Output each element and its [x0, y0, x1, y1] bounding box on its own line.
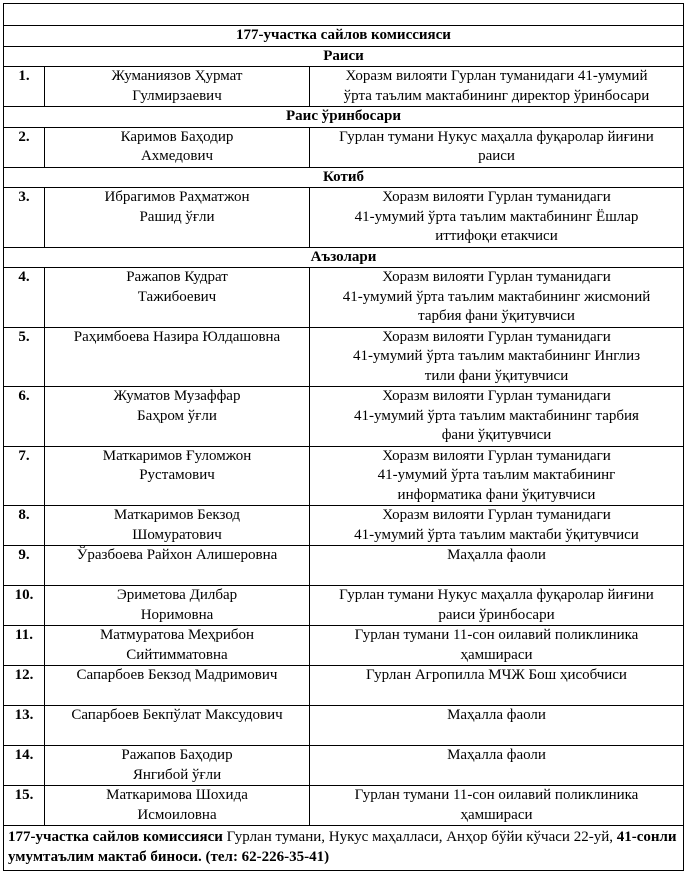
row-number: 4. [4, 268, 45, 328]
member-position: Маҳалла фаоли [310, 706, 684, 746]
table-row [4, 666, 684, 706]
table-row [4, 188, 684, 248]
row-number: 13. [4, 706, 45, 746]
member-name: Сапарбоев Бекпўлат Максудович [45, 706, 310, 746]
member-name: Жуманиязов Ҳурмат Гулмирзаевич [45, 67, 310, 107]
table-row [4, 706, 684, 746]
table-row [4, 746, 684, 786]
member-position: Хоразм вилояти Гурлан туманидаги 41-умумий ўрта таълим мактабининг директор ўринбосари [310, 67, 684, 107]
address-row [4, 826, 684, 871]
table-row [4, 67, 684, 107]
member-position: Хоразм вилояти Гурлан туманидаги 41-умумий ўрта таълим мактаби ўқитувчиси [310, 506, 684, 546]
table-row [4, 387, 684, 447]
member-position: Хоразм вилояти Гурлан туманидаги 41-умумий ўрта таълим мактабининг Инглиз тили фани ўқитувчиси [310, 327, 684, 387]
member-name: Раҳимбоева Назира Юлдашовна [45, 327, 310, 387]
member-position: Гурлан тумани 11-сон оилавий поликлиника ҳамшираси [310, 626, 684, 666]
member-name: Ибрагимов Раҳматжон Рашид ўғли [45, 188, 310, 248]
table-title: 177-участка сайлов комиссияси [4, 26, 684, 47]
member-position: Гурлан тумани Нукус маҳалла фуқаролар йиғини раиси [310, 127, 684, 167]
blank-row [4, 4, 684, 26]
member-position: Хоразм вилояти Гурлан туманидаги 41-умумий ўрта таълим мактабининг Ёшлар иттифоқи етакчиси [310, 188, 684, 248]
commission-table [3, 3, 684, 871]
member-name: Ражапов Баҳодир Янгибой ўғли [45, 746, 310, 786]
member-name: Ражапов Кудрат Тажибоевич [45, 268, 310, 328]
table-row [4, 546, 684, 586]
row-number: 11. [4, 626, 45, 666]
member-position: Хоразм вилояти Гурлан туманидаги 41-умумий ўрта таълим мактабининг информатика фани ўқитувчиси [310, 446, 684, 506]
member-position: Хоразм вилояти Гурлан туманидаги 41-умумий ўрта таълим мактабининг жисмоний тарбия фани ўқитувчиси [310, 268, 684, 328]
row-number: 14. [4, 746, 45, 786]
row-number: 6. [4, 387, 45, 447]
row-number: 5. [4, 327, 45, 387]
member-position: Гурлан тумани Нукус маҳалла фуқаролар йиғини раиси ўринбосари [310, 586, 684, 626]
member-name: Сапарбоев Бекзод Мадримович [45, 666, 310, 706]
member-name: Жуматов Музаффар Баҳром ўғли [45, 387, 310, 447]
address-building-phone: 41-сонли умумтаълим мактаб биноси. (тел: 62-226-35-41) [8, 829, 677, 865]
member-position: Маҳалла фаоли [310, 546, 684, 586]
section-row [4, 107, 684, 128]
section-row [4, 46, 684, 67]
member-name: Эриметова Дилбар Норимовна [45, 586, 310, 626]
section-members: Аъзолари [4, 247, 684, 268]
member-position: Гурлан тумани 11-сон оилавий поликлиника ҳамшираси [310, 786, 684, 826]
section-deputy: Раис ўринбосари [4, 107, 684, 128]
section-row [4, 167, 684, 188]
row-number: 15. [4, 786, 45, 826]
table-row [4, 327, 684, 387]
row-number: 2. [4, 127, 45, 167]
table-row [4, 127, 684, 167]
address-street: Гурлан тумани, Нукус маҳалласи, Анҳор бўйи кўчаси 22-уй, [222, 829, 617, 845]
section-secretary: Котиб [4, 167, 684, 188]
table-row [4, 786, 684, 826]
address-commission: 177-участка сайлов комиссияси [8, 829, 223, 845]
table-row [4, 446, 684, 506]
member-name: Маткаримов Ғуломжон Рустамович [45, 446, 310, 506]
section-chairman: Раиси [4, 46, 684, 67]
table-row [4, 506, 684, 546]
row-number: 9. [4, 546, 45, 586]
address-cell [4, 826, 684, 871]
member-name: Ўразбоева Райхон Алишеровна [45, 546, 310, 586]
table-row [4, 268, 684, 328]
member-position: Гурлан Агропилла МЧЖ Бош ҳисобчиси [310, 666, 684, 706]
document [3, 3, 684, 871]
row-number: 3. [4, 188, 45, 248]
row-number: 10. [4, 586, 45, 626]
member-name: Матмуратова Меҳрибон Сийтимматовна [45, 626, 310, 666]
table-row [4, 586, 684, 626]
member-position: Хоразм вилояти Гурлан туманидаги 41-умумий ўрта таълим мактабининг тарбия фани ўқитувчиси [310, 387, 684, 447]
table-row [4, 626, 684, 666]
row-number: 1. [4, 67, 45, 107]
member-name: Маткаримов Бекзод Шомуратович [45, 506, 310, 546]
member-name: Маткаримова Шохида Исмоиловна [45, 786, 310, 826]
row-number: 7. [4, 446, 45, 506]
member-name: Каримов Баҳодир Ахмедович [45, 127, 310, 167]
row-number: 12. [4, 666, 45, 706]
member-position: Маҳалла фаоли [310, 746, 684, 786]
row-number: 8. [4, 506, 45, 546]
section-row [4, 247, 684, 268]
table-title-row [4, 26, 684, 47]
